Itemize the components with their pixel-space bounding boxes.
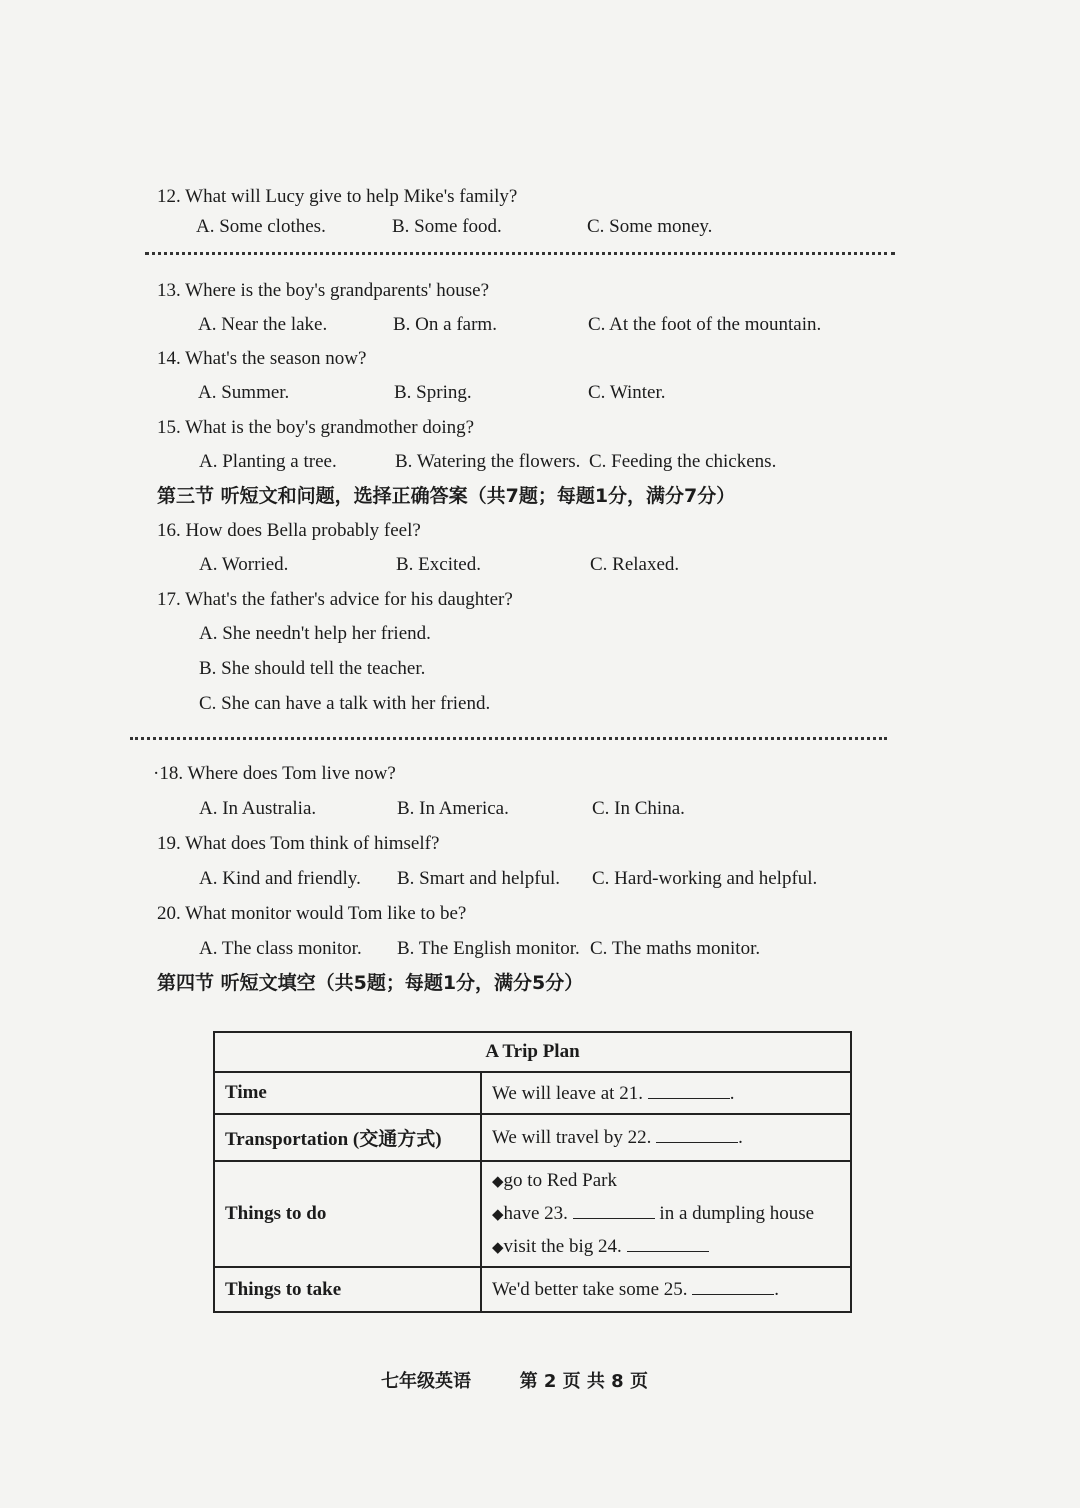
answer-blank-21[interactable]	[648, 1082, 730, 1099]
row-value-transportation	[481, 1114, 851, 1161]
diamond-icon: ◆	[492, 1239, 504, 1256]
q20-option-c: C. The maths monitor.	[590, 938, 761, 959]
dotted-divider	[130, 737, 887, 740]
q14-option-c: C. Winter.	[588, 382, 666, 403]
q17-option-a: A. She needn't help her friend.	[199, 623, 431, 644]
question-17: 17. What's the father's advice for his daughter?	[157, 589, 513, 610]
q19-option-a: A. Kind and friendly.	[199, 868, 361, 889]
q12-option-a: A. Some clothes.	[196, 216, 326, 237]
answer-blank-22[interactable]	[656, 1126, 738, 1143]
dotted-divider	[145, 252, 895, 255]
q17-option-b: B. She should tell the teacher.	[199, 658, 426, 679]
q13-option-b: B. On a farm.	[393, 314, 497, 335]
todo-item-2	[492, 1198, 840, 1231]
question-16: 16. How does Bella probably feel?	[157, 520, 421, 541]
diamond-icon: ◆	[492, 1206, 504, 1223]
q19-option-b: B. Smart and helpful.	[397, 868, 561, 889]
answer-blank-25[interactable]	[692, 1278, 774, 1295]
trip-plan-table	[213, 1031, 852, 1313]
row-label-things-to-take: Things to take	[214, 1267, 481, 1312]
q20-option-a: A. The class monitor.	[199, 938, 362, 959]
row-value-things-to-do	[481, 1161, 851, 1267]
q12-option-b: B. Some food.	[392, 216, 502, 237]
q18-option-a: A. In Australia.	[199, 798, 317, 819]
take-text: We'd better take some 25.	[492, 1279, 688, 1300]
time-end: .	[729, 1082, 735, 1104]
q14-option-a: A. Summer.	[198, 382, 290, 403]
trip-plan-title: A Trip Plan	[214, 1032, 851, 1072]
q16-option-b: B. Excited.	[396, 554, 481, 575]
take-end: .	[774, 1279, 780, 1300]
q13-option-a: A. Near the lake.	[198, 314, 328, 335]
question-20: 20. What monitor would Tom like to be?	[157, 903, 467, 924]
question-15: 15. What is the boy's grandmother doing?	[157, 417, 475, 438]
row-value-things-to-take	[481, 1267, 851, 1312]
question-14: 14. What's the season now?	[157, 348, 367, 369]
q15-option-c: C. Feeding the chickens.	[589, 451, 777, 472]
transport-end: .	[738, 1127, 743, 1148]
answer-blank-23[interactable]	[573, 1202, 655, 1219]
q18-option-c: C. In China.	[592, 798, 685, 819]
q19-option-c: C. Hard-working and helpful.	[592, 868, 818, 889]
row-label-transportation: Transportation (交通方式)	[214, 1114, 481, 1161]
todo-item-1-text: go to Red Park	[503, 1169, 618, 1191]
q15-option-b: B. Watering the flowers.	[395, 451, 581, 472]
q14-option-b: B. Spring.	[394, 382, 472, 403]
todo-item-2-text: have 23.	[503, 1202, 568, 1224]
question-19: 19. What does Tom think of himself?	[157, 833, 440, 854]
time-text: We will leave at 21.	[492, 1082, 643, 1104]
diamond-icon: ◆	[492, 1173, 504, 1190]
todo-item-2-suffix: in a dumpling house	[659, 1202, 815, 1224]
section-4-heading: 第四节 听短文填空（共5题；每题1分，满分5分）	[157, 972, 584, 994]
row-label-things-to-do: Things to do	[214, 1161, 481, 1267]
question-13: 13. Where is the boy's grandparents' house?	[157, 280, 490, 301]
question-12: 12. What will Lucy give to help Mike's family?	[157, 186, 518, 207]
todo-item-3	[492, 1231, 840, 1264]
q16-option-a: A. Worried.	[199, 554, 289, 575]
q20-option-b: B. The English monitor.	[397, 938, 580, 959]
footer-page-number: 第 2 页 共 8 页	[519, 1371, 648, 1392]
q17-option-c: C. She can have a talk with her friend.	[199, 693, 491, 714]
q16-option-c: C. Relaxed.	[590, 554, 680, 575]
todo-item-3-text: visit the big 24.	[503, 1235, 622, 1257]
q18-option-b: B. In America.	[397, 798, 509, 819]
footer-subject: 七年级英语	[381, 1371, 471, 1392]
question-18: ·18. Where does Tom live now?	[153, 763, 396, 784]
row-label-time: Time	[214, 1072, 481, 1114]
q15-option-a: A. Planting a tree.	[199, 451, 337, 472]
page-footer	[381, 1367, 648, 1393]
transport-text: We will travel by 22.	[492, 1127, 652, 1148]
todo-item-1	[492, 1165, 840, 1198]
row-value-time	[481, 1072, 851, 1114]
q13-option-c: C. At the foot of the mountain.	[588, 314, 822, 335]
section-3-heading: 第三节 听短文和问题，选择正确答案（共7题；每题1分，满分7分）	[157, 485, 736, 507]
answer-blank-24[interactable]	[627, 1235, 709, 1252]
q12-option-c: C. Some money.	[587, 216, 713, 237]
